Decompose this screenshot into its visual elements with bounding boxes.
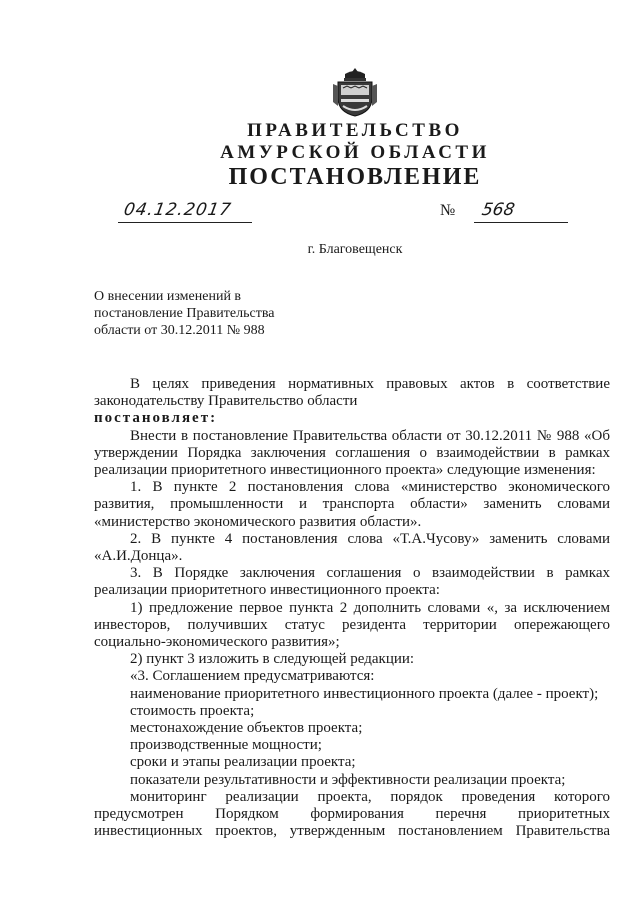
subject-line: О внесении изменений в bbox=[94, 289, 242, 304]
number-label: № bbox=[440, 202, 456, 219]
list-item: стоимость проекта; bbox=[130, 702, 255, 719]
list-item: сроки и этапы реализации проекта; bbox=[130, 754, 356, 771]
document-type-heading: ПОСТАНОВЛЕНИЕ bbox=[228, 164, 482, 190]
body-paragraph: 2) пункт 3 изложить в следующей редакции: bbox=[130, 651, 415, 668]
body-paragraph: 2. В пункте 4 постановления слова «Т.А.Чусову» заменить словами «А.И.Донца». bbox=[94, 530, 610, 565]
body-paragraph: 3. В Порядке заключения соглашения о взаимодействии в рамках реализации приоритетного инвестиционного проекта: bbox=[94, 565, 610, 599]
government-heading: ПРАВИТЕЛЬСТВО bbox=[247, 120, 463, 141]
coat-of-arms-emblem bbox=[331, 66, 379, 118]
number-field bbox=[474, 200, 568, 223]
body-paragraph: Внести в постановление Правительства области от 30.12.2011 № 988 «Об утверждении Порядка заключения соглашения о взаимодействии в рамках реализации приоритетного инвестиционного проекта» следующие изменения: bbox=[94, 427, 610, 479]
list-item: местонахождение объектов проекта; bbox=[130, 720, 363, 737]
region-heading: АМУРСКОЙ ОБЛАСТИ bbox=[220, 142, 490, 163]
subject-line: постановление Правительства bbox=[94, 306, 275, 321]
list-item: производственные мощности; bbox=[130, 737, 322, 754]
city-line: г. Благовещенск bbox=[307, 242, 403, 257]
body-paragraph: 1) предложение первое пункта 2 дополнить словами «, за исключением инвесторов, получивших статус резидента территории опережающего социально-экономического развития»; bbox=[94, 599, 610, 651]
subject-line: области от 30.12.2011 № 988 bbox=[94, 323, 265, 338]
date-field bbox=[118, 200, 252, 223]
decree-word: постановляет: bbox=[94, 410, 218, 427]
list-item: наименование приоритетного инвестиционного проекта (далее - проект); bbox=[130, 685, 599, 702]
body-paragraph: 1. В пункте 2 постановления слова «министерство экономического развития, промышленности и транспорта области» заменить словами «министерство экономического развития области». bbox=[94, 479, 610, 530]
document-body bbox=[94, 376, 610, 840]
body-paragraph: «3. Соглашением предусматриваются: bbox=[130, 668, 375, 685]
document-date: 04.12.2017 bbox=[122, 200, 234, 220]
list-item: показатели результативности и эффективности реализации проекта; bbox=[130, 771, 566, 788]
document-subject bbox=[94, 288, 354, 339]
list-item: мониторинг реализации проекта, порядок проведения которого предусмотрен Порядком формирования перечня приоритетных инвестиционных проектов, утвержденным постановлением Правительства bbox=[94, 788, 610, 840]
document-number: 568 bbox=[480, 200, 517, 220]
intro-paragraph: В целях приведения нормативных правовых актов в соответствие законодательству Правительство области bbox=[94, 376, 610, 410]
